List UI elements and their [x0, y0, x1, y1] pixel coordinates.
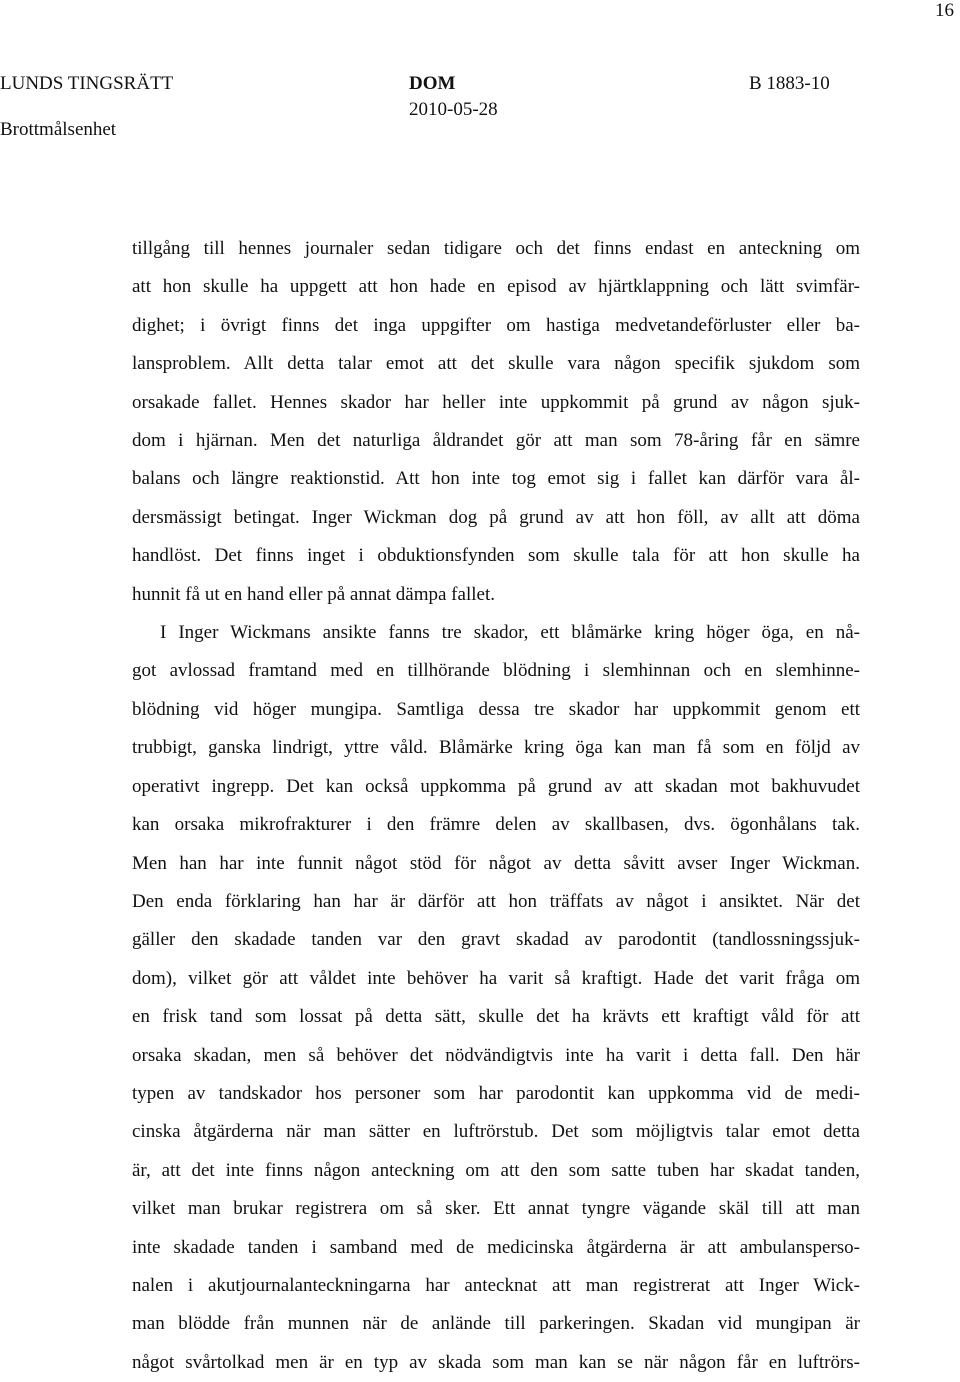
body-text	[132, 230, 860, 1382]
text-line: dighet; i övrigt finns det inga uppgifter om hastiga medvetandeförluster eller ba-	[132, 314, 860, 336]
text-line: inte skadade tanden i samband med de medicinska åtgärderna är att ambulansperso-	[132, 1236, 860, 1258]
text-line: tillgång till hennes journaler sedan tidigare och det finns endast en anteckning om	[132, 238, 860, 259]
paragraph	[132, 614, 860, 1382]
paragraph	[132, 230, 860, 614]
text-line: cinska åtgärderna när man sätter en luftrörstub. Det som möjligtvis talar emot detta	[132, 1121, 860, 1143]
document-date: 2010-05-28	[409, 99, 498, 120]
text-line: orsakade fallet. Hennes skador har heller inte uppkommit på grund av någon sjuk-	[132, 391, 860, 413]
text-line: balans och längre reaktionstid. Att hon inte tog emot sig i fallet kan därför vara ål-	[132, 468, 860, 490]
text-line: kan orsaka mikrofrakturer i den främre delen av skallbasen, dvs. ögonhålans tak.	[132, 814, 860, 836]
text-line: något svårtolkad men är en typ av skada som man kan se när någon får en luftrörs-	[132, 1351, 860, 1373]
case-number: B 1883-10	[749, 73, 830, 94]
text-line: en frisk tand som lossat på detta sätt, skulle det ha krävts ett kraftigt våld för att	[132, 1006, 860, 1028]
text-line: hunnit få ut en hand eller på annat dämpa fallet.	[132, 583, 495, 605]
page-number: 16	[935, 0, 954, 21]
department-name: Brottmålsenhet	[0, 119, 117, 140]
document-type: DOM	[409, 73, 456, 94]
text-line: got avlossad framtand med en tillhörande blödning i slemhinnan och en slemhinne-	[132, 660, 860, 682]
text-line: typen av tandskador hos personer som har parodontit kan uppkomma vid de medi-	[132, 1082, 860, 1104]
text-line: blödning vid höger mungipa. Samtliga dessa tre skador har uppkommit genom ett	[132, 698, 860, 720]
text-line: vilket man brukar registrera om så sker. Ett annat tyngre vägande skäl till att man	[132, 1198, 860, 1220]
text-line: att hon skulle ha uppgett att hon hade en episod av hjärtklappning och lätt svimfär-	[132, 276, 860, 298]
text-line: dom i hjärnan. Men det naturliga åldrandet gör att man som 78-åring får en sämre	[132, 430, 860, 452]
text-line: man blödde från munnen när de anlände till parkeringen. Skadan vid mungipan är	[132, 1313, 860, 1335]
text-line: dersmässigt betingat. Inger Wickman dog på grund av att hon föll, av allt att döma	[132, 506, 860, 528]
text-line: dom), vilket gör att våldet inte behöver ha varit så kraftigt. Hade det varit fråga om	[132, 967, 860, 989]
text-line: Den enda förklaring han har är därför att hon träffats av något i ansiktet. När det	[132, 890, 860, 912]
text-line: nalen i akutjournalanteckningarna har antecknat att man registrerat att Inger Wick-	[132, 1274, 860, 1296]
text-line: I Inger Wickmans ansikte fanns tre skador, ett blåmärke kring höger öga, en nå-	[160, 622, 860, 644]
text-line: operativt ingrepp. Det kan också uppkomma på grund av att skadan mot bakhuvudet	[132, 775, 860, 797]
text-line: lansproblem. Allt detta talar emot att det skulle vara någon specifik sjukdom som	[132, 353, 860, 375]
text-line: gäller den skadade tanden var den gravt skadad av parodontit (tandlossningssjuk-	[132, 929, 860, 951]
text-line: trubbigt, ganska lindrigt, yttre våld. Blåmärke kring öga kan man få som en följd av	[132, 737, 860, 759]
text-line: orsaka skadan, men så behöver det nödvändigtvis inte ha varit i detta fall. Den här	[132, 1044, 860, 1066]
text-line: Men han har inte funnit något stöd för något av detta såvitt avser Inger Wickman.	[132, 852, 860, 874]
text-line: är, att det inte finns någon anteckning om att den som satte tuben har skadat tanden,	[132, 1159, 860, 1181]
court-name: LUNDS TINGSRÄTT	[0, 73, 174, 94]
text-line: handlöst. Det finns inget i obduktionsfynden som skulle tala för att hon skulle ha	[132, 545, 860, 567]
